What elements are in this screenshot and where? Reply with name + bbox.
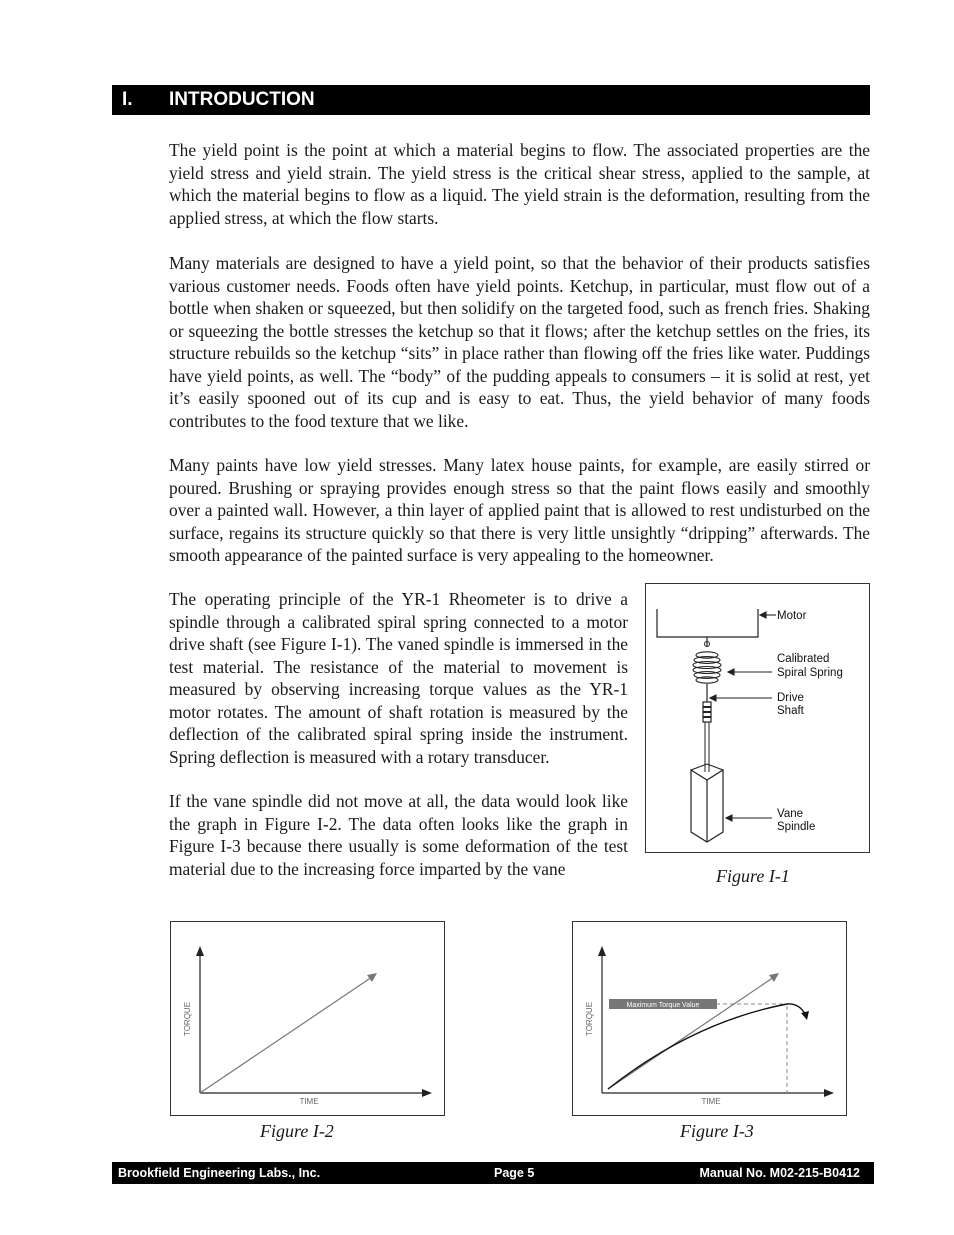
x-axis-label: TIME [701, 1097, 721, 1106]
label-vane-1: Vane [777, 808, 804, 820]
paragraph-paints: Many paints have low yield stresses. Many latex house paints, for example, are easily stirred or poured. Brushing or spraying provides enough stress so that the paint flows easily and smoothly over a painted wall. However, a thin layer of applied paint that is allowed to rest undisturbed on the surface, regains its structure quickly so that there is very little unsightly “dripping” afterwards. The smooth appearance of the painted surface is very appealing to the homeowner. [169, 455, 870, 565]
vane-spindle [691, 764, 723, 842]
label-vane-2: Spindle [777, 821, 816, 833]
ideal-line-arrow [769, 973, 779, 982]
leader-arrows [710, 612, 776, 821]
footer-manual-number: Manual No. M02-215-B0412 [699, 1166, 860, 1180]
figure-i3-caption: Figure I-3 [680, 1121, 754, 1141]
torque-line-arrow [367, 973, 377, 982]
x-axis-label: TIME [299, 1097, 319, 1106]
label-shaft-1: Drive [777, 692, 804, 704]
figure-i2-svg [171, 922, 444, 1115]
x-axis-arrow [422, 1089, 432, 1097]
y-axis-arrow [196, 946, 204, 956]
label-spring-1: Calibrated [777, 653, 830, 665]
label-spring-2: Spiral Spring [777, 667, 843, 679]
label-motor: Motor [777, 610, 807, 622]
section-title: INTRODUCTION [169, 89, 315, 110]
figure-i1-svg [646, 584, 869, 852]
figure-i2-caption: Figure I-2 [260, 1121, 334, 1141]
x-axis-arrow [824, 1089, 834, 1097]
y-axis-label: TORQUE [585, 1001, 594, 1037]
torque-line [200, 977, 372, 1093]
figure-i3-graph [572, 921, 847, 1116]
spiral-spring [693, 652, 721, 683]
torque-curve [608, 1004, 805, 1089]
y-axis-label: TORQUE [183, 1001, 192, 1037]
section-number: I. [122, 89, 133, 110]
paragraph-operating-principle: The operating principle of the YR-1 Rheometer is to drive a spindle through a calibrated spiral spring connected to a motor drive shaft (see Figure I-1). The vaned spindle is immersed in the test material. The resistance of the material to movement is measured by observing increasing torque values as the YR-1 motor rotates. The amount of shaft rotation is measured by the deflection of the calibrated spiral spring inside the instrument. Spring deflection is measured with a rotary transducer. [169, 589, 628, 767]
y-axis-arrow [598, 946, 606, 956]
motor-housing [657, 609, 758, 637]
figure-i1-caption: Figure I-1 [716, 866, 790, 886]
label-shaft-2: Shaft [777, 705, 804, 717]
section-header [112, 85, 870, 115]
page-footer [112, 1162, 874, 1184]
footer-company: Brookfield Engineering Labs., Inc. [118, 1166, 321, 1180]
figure-i3-svg [573, 922, 846, 1115]
ideal-line [608, 977, 774, 1089]
figure-i2-graph [170, 921, 445, 1116]
footer-page-number: Page 5 [494, 1166, 535, 1180]
paragraph-vane-data: If the vane spindle did not move at all, the data would look like the graph in Figure I-2. The data often looks like the graph in Figure I-3 because there usually is some deformation of the test material due to the increasing force imparted by the vane [169, 791, 628, 879]
figure-i1-diagram [645, 583, 870, 853]
paragraph-yield-point: The yield point is the point at which a material begins to flow. The associated properties are the yield stress and yield strain. The yield stress is the critical shear stress, applied to the sample, at which the material begins to flow as a liquid. The yield strain is the deformation, resulting from the applied stress, at which the flow starts. [169, 140, 870, 228]
torque-curve-arrow [801, 1011, 809, 1020]
paragraph-foods: Many materials are designed to have a yield point, so that the behavior of their products satisfies various customer needs. Foods often have yield points. Ketchup, in particular, must flow out of a bottle when shaken or squeezed, but then solidify on the targeted food, such as french fries. Shaking or squeezing the bottle stresses the ketchup so that it flows; after the ketchup settles on the fries, its structure rebuilds so the ketchup “sits” in place rather than flowing off the fries like water. Puddings have yield points, as well. The “body” of the pudding appeals to consumers – it is solid at rest, yet it’s easily spooned out of its cup and is easy to eat. Thus, the yield behavior of many foods contributes to the food texture that we like. [169, 253, 870, 431]
max-torque-label: Maximum Torque Value [626, 1002, 700, 1009]
